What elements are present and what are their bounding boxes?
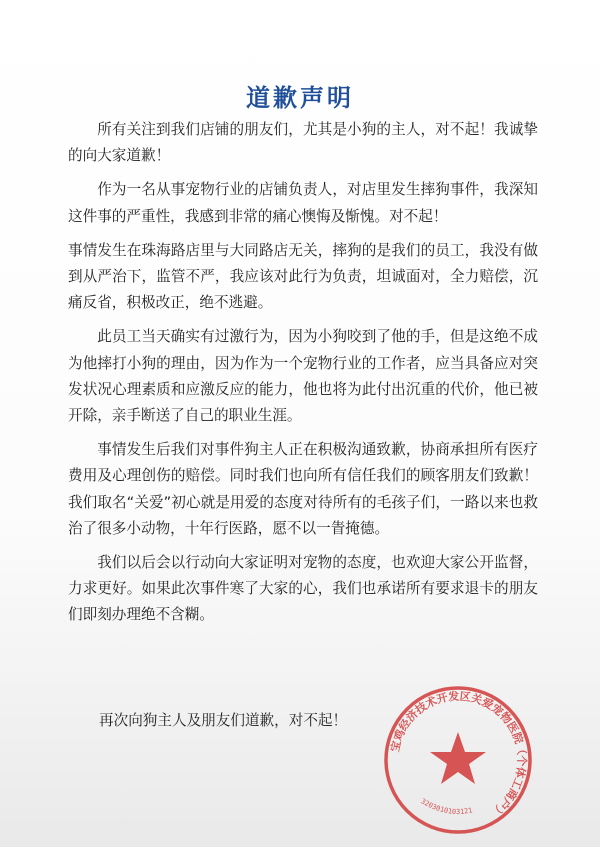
red-star-seal-icon — [378, 680, 538, 840]
document-body — [68, 117, 538, 635]
document-title: 道歉声明 — [246, 84, 354, 112]
paragraph-6: 我们以后会以行动向大家证明对宠物的态度，也欢迎大家公开监督，力求更好。如果此次事件寒了大家的心，我们也承诺所有要求退卡的朋友们即刻办理绝不含糊。 — [68, 554, 538, 624]
paragraph-1: 所有关注到我们店铺的朋友们，尤其是小狗的主人，对不起！我诚挚的向大家道歉！ — [68, 121, 538, 165]
paragraph-3: 事情发生在珠海路店里与大同路店无关，摔狗的是我们的员工，我没有做到从严治下，监管不严，我应该对此行为负责，坦诚面对，全力赔偿，沉痛反省，积极改正，绝不逃避。 — [68, 241, 538, 312]
seal-star — [430, 732, 486, 784]
seal-code-text — [419, 797, 473, 816]
paragraph-4: 此员工当天确实有过激行为，因为小狗咬到了他的手，但是这绝不成为他摔打小狗的理由，因为作为一个宠物行业的工作者，应当具备应对突发状况心理素质和应激反应的能力，他也将为此付出沉重的代价，他已被开除，亲手断送了自己的职业生涯。 — [68, 328, 538, 425]
paragraph-2: 作为一名从事宠物行业的店铺负责人，对店里发生摔狗事件，我深知这件事的严重性，我感到非常的痛心懊悔及惭愧。对不起！ — [68, 181, 538, 225]
seal-code: 3203010103121 — [419, 797, 474, 817]
seal-text: 宝鸡经济技术开发区关爱宠物医院（个体工商户） — [388, 689, 529, 820]
paragraph-5: 事情发生后我们对事件狗主人正在积极沟通致歉，协商承担所有医疗费用及心理创伤的赔偿。同时我们也向所有信任我们的顾客朋友们致歉！我们取名“关爱”初心就是用爱的态度对待所有的毛孩子们，一路以来也救治了很多小动物，十年行医路，愿不以一眚掩德。 — [68, 441, 538, 537]
closing-line: 再次向狗主人及朋友们道歉，对不起！ — [99, 712, 348, 729]
